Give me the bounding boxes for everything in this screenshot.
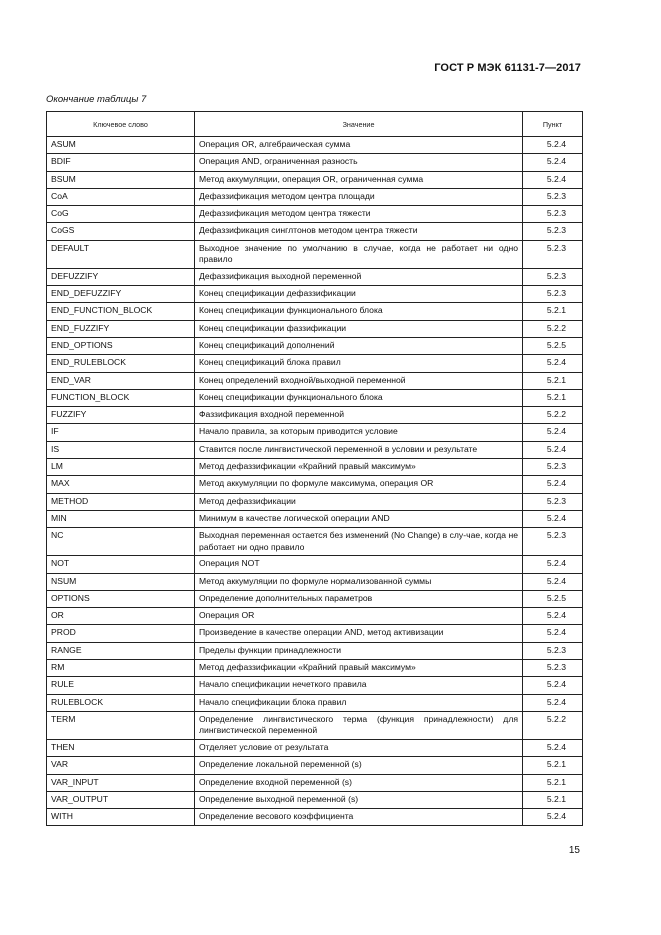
clause-cell: 5.2.4 [523, 510, 583, 527]
keyword-cell: RULE [47, 677, 195, 694]
clause-cell: 5.2.4 [523, 424, 583, 441]
table-row [47, 154, 583, 171]
table-row [47, 137, 583, 154]
clause-cell: 5.2.5 [523, 337, 583, 354]
meaning-cell: Дефаззификация методом центра тяжести [195, 206, 523, 223]
clause-cell: 5.2.1 [523, 303, 583, 320]
table-row [47, 660, 583, 677]
meaning-cell: Дефаззификация выходной переменной [195, 268, 523, 285]
keyword-cell: OPTIONS [47, 590, 195, 607]
table-row [47, 303, 583, 320]
table-row [47, 642, 583, 659]
table-row [47, 355, 583, 372]
keyword-cell: NSUM [47, 573, 195, 590]
table-row [47, 171, 583, 188]
table-row [47, 625, 583, 642]
table-row [47, 240, 583, 268]
table-row [47, 407, 583, 424]
keyword-cell: CoA [47, 188, 195, 205]
table-row [47, 459, 583, 476]
table-row [47, 268, 583, 285]
clause-cell: 5.2.2 [523, 711, 583, 739]
clause-cell: 5.2.2 [523, 320, 583, 337]
meaning-cell: Конец спецификации функционального блока [195, 389, 523, 406]
meaning-cell: Определение входной переменной (s) [195, 774, 523, 791]
keyword-cell: OR [47, 608, 195, 625]
keyword-cell: RULEBLOCK [47, 694, 195, 711]
keyword-cell: MIN [47, 510, 195, 527]
keyword-cell: END_DEFUZZIFY [47, 286, 195, 303]
clause-cell: 5.2.3 [523, 268, 583, 285]
meaning-cell: Операция OR, алгебраическая сумма [195, 137, 523, 154]
clause-cell: 5.2.1 [523, 791, 583, 808]
meaning-cell: Конец спецификации функционального блока [195, 303, 523, 320]
clause-cell: 5.2.3 [523, 240, 583, 268]
clause-cell: 5.2.1 [523, 774, 583, 791]
keyword-cell: RM [47, 660, 195, 677]
meaning-cell: Метод аккумуляции по формуле максимума, операция OR [195, 476, 523, 493]
keyword-cell: MAX [47, 476, 195, 493]
meaning-cell: Конец спецификаций блока правил [195, 355, 523, 372]
clause-cell: 5.2.3 [523, 459, 583, 476]
keywords-table [46, 111, 583, 826]
keyword-cell: LM [47, 459, 195, 476]
meaning-cell: Метод аккумуляции по формуле нормализованной суммы [195, 573, 523, 590]
table-row [47, 441, 583, 458]
keyword-cell: END_FUNCTION_BLOCK [47, 303, 195, 320]
table-row [47, 206, 583, 223]
clause-cell: 5.2.4 [523, 556, 583, 573]
meaning-cell: Метод дефаззификации [195, 493, 523, 510]
clause-cell: 5.2.4 [523, 355, 583, 372]
meaning-cell: Фаззификация входной переменной [195, 407, 523, 424]
keyword-cell: BSUM [47, 171, 195, 188]
meaning-cell: Отделяет условие от результата [195, 739, 523, 756]
meaning-cell: Операция NOT [195, 556, 523, 573]
meaning-cell: Определение выходной переменной (s) [195, 791, 523, 808]
clause-cell: 5.2.4 [523, 739, 583, 756]
clause-cell: 5.2.4 [523, 694, 583, 711]
table-row [47, 372, 583, 389]
clause-cell: 5.2.3 [523, 493, 583, 510]
meaning-cell: Конец спецификации дефаззификации [195, 286, 523, 303]
table-row [47, 809, 583, 826]
table-row [47, 791, 583, 808]
keyword-cell: FUZZIFY [47, 407, 195, 424]
keyword-cell: IS [47, 441, 195, 458]
table-row [47, 337, 583, 354]
keyword-cell: DEFAULT [47, 240, 195, 268]
keyword-cell: NOT [47, 556, 195, 573]
clause-cell: 5.2.4 [523, 171, 583, 188]
clause-cell: 5.2.4 [523, 137, 583, 154]
keyword-cell: BDIF [47, 154, 195, 171]
column-header-keyword: Ключевое слово [47, 112, 195, 137]
table-row [47, 188, 583, 205]
table-row [47, 677, 583, 694]
table-row [47, 573, 583, 590]
keyword-cell: PROD [47, 625, 195, 642]
keyword-cell: ASUM [47, 137, 195, 154]
clause-cell: 5.2.3 [523, 642, 583, 659]
table-row [47, 739, 583, 756]
clause-cell: 5.2.1 [523, 372, 583, 389]
meaning-cell: Определение дополнительных параметров [195, 590, 523, 607]
meaning-cell: Конец определений входной/выходной переменной [195, 372, 523, 389]
keyword-cell: CoG [47, 206, 195, 223]
meaning-cell: Конец спецификации фаззификации [195, 320, 523, 337]
keyword-cell: VAR [47, 757, 195, 774]
clause-cell: 5.2.4 [523, 476, 583, 493]
keyword-cell: FUNCTION_BLOCK [47, 389, 195, 406]
keyword-cell: WITH [47, 809, 195, 826]
column-header-meaning: Значение [195, 112, 523, 137]
table-header-row [47, 112, 583, 137]
keyword-cell: END_RULEBLOCK [47, 355, 195, 372]
meaning-cell: Ставится после лингвистической переменной в условии и результате [195, 441, 523, 458]
clause-cell: 5.2.4 [523, 608, 583, 625]
keyword-cell: RANGE [47, 642, 195, 659]
meaning-cell: Метод аккумуляции, операция OR, ограниченная сумма [195, 171, 523, 188]
page-number: 15 [568, 845, 580, 856]
table-row [47, 711, 583, 739]
table-row [47, 528, 583, 556]
table-row [47, 223, 583, 240]
clause-cell: 5.2.4 [523, 154, 583, 171]
keyword-cell: END_FUZZIFY [47, 320, 195, 337]
table-row [47, 556, 583, 573]
keyword-cell: DEFUZZIFY [47, 268, 195, 285]
meaning-cell: Произведение в качестве операции AND, метод активизации [195, 625, 523, 642]
keyword-cell: VAR_INPUT [47, 774, 195, 791]
table-row [47, 774, 583, 791]
meaning-cell: Выходная переменная остается без изменений (No Change) в слу-чае, когда не работает ни одно правило [195, 528, 523, 556]
keyword-cell: END_OPTIONS [47, 337, 195, 354]
meaning-cell: Начало спецификации блока правил [195, 694, 523, 711]
table-row [47, 286, 583, 303]
table-caption: Окончание таблицы 7 [46, 94, 147, 105]
column-header-clause: Пункт [523, 112, 583, 137]
table-body [47, 137, 583, 826]
keyword-cell: NC [47, 528, 195, 556]
meaning-cell: Дефаззификация синглтонов методом центра тяжести [195, 223, 523, 240]
clause-cell: 5.2.3 [523, 528, 583, 556]
keyword-cell: TERM [47, 711, 195, 739]
keyword-cell: IF [47, 424, 195, 441]
table-row [47, 424, 583, 441]
clause-cell: 5.2.3 [523, 223, 583, 240]
document-header: ГОСТ Р МЭК 61131-7—2017 [434, 62, 581, 74]
clause-cell: 5.2.4 [523, 809, 583, 826]
meaning-cell: Определение лингвистического терма (функция принадлежности) для лингвистической переменной [195, 711, 523, 739]
meaning-cell: Конец спецификаций дополнений [195, 337, 523, 354]
clause-cell: 5.2.5 [523, 590, 583, 607]
table-row [47, 476, 583, 493]
keyword-cell: VAR_OUTPUT [47, 791, 195, 808]
clause-cell: 5.2.1 [523, 757, 583, 774]
clause-cell: 5.2.3 [523, 206, 583, 223]
clause-cell: 5.2.2 [523, 407, 583, 424]
meaning-cell: Определение весового коэффициента [195, 809, 523, 826]
clause-cell: 5.2.4 [523, 625, 583, 642]
meaning-cell: Минимум в качестве логической операции AND [195, 510, 523, 527]
table-row [47, 320, 583, 337]
clause-cell: 5.2.4 [523, 573, 583, 590]
table-row [47, 608, 583, 625]
table-row [47, 510, 583, 527]
clause-cell: 5.2.3 [523, 660, 583, 677]
keyword-cell: THEN [47, 739, 195, 756]
table-row [47, 590, 583, 607]
meaning-cell: Определение локальной переменной (s) [195, 757, 523, 774]
meaning-cell: Дефаззификация методом центра площади [195, 188, 523, 205]
meaning-cell: Операция OR [195, 608, 523, 625]
clause-cell: 5.2.4 [523, 677, 583, 694]
table-row [47, 493, 583, 510]
meaning-cell: Пределы функции принадлежности [195, 642, 523, 659]
keyword-cell: END_VAR [47, 372, 195, 389]
meaning-cell: Выходное значение по умолчанию в случае, когда не работает ни одно правило [195, 240, 523, 268]
clause-cell: 5.2.3 [523, 188, 583, 205]
meaning-cell: Метод дефаззификации «Крайний правый максимум» [195, 660, 523, 677]
clause-cell: 5.2.1 [523, 389, 583, 406]
meaning-cell: Начало правила, за которым приводится условие [195, 424, 523, 441]
keyword-cell: METHOD [47, 493, 195, 510]
meaning-cell: Метод дефаззификации «Крайний правый максимум» [195, 459, 523, 476]
keyword-cell: CoGS [47, 223, 195, 240]
meaning-cell: Операция AND, ограниченная разность [195, 154, 523, 171]
meaning-cell: Начало спецификации нечеткого правила [195, 677, 523, 694]
clause-cell: 5.2.3 [523, 286, 583, 303]
table-row [47, 694, 583, 711]
table-row [47, 757, 583, 774]
clause-cell: 5.2.4 [523, 441, 583, 458]
table-row [47, 389, 583, 406]
